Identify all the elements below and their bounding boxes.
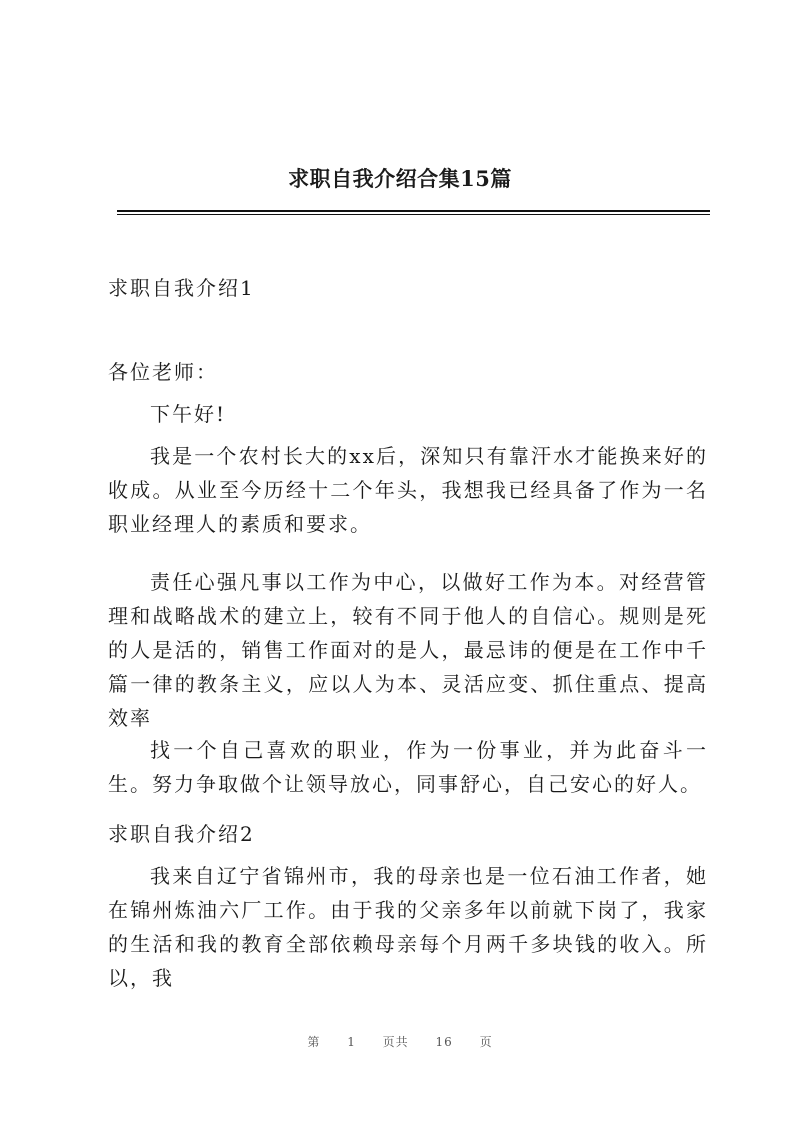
footer-prefix: 第 bbox=[307, 1035, 321, 1049]
paragraph-1: 我是一个农村长大的xx后，深知只有靠汗水才能换来好的收成。从业至今历经十二个年头，我想我已经具备了作为一名职业经理人的素质和要求。 bbox=[108, 444, 708, 536]
title-underline bbox=[117, 210, 710, 212]
section-heading-1: 求职自我介绍1 bbox=[108, 276, 255, 300]
footer-suffix: 页 bbox=[479, 1035, 493, 1049]
greeting: 下午好! bbox=[150, 402, 227, 426]
footer-middle: 页共 bbox=[382, 1035, 409, 1049]
salutation: 各位老师： bbox=[108, 360, 218, 384]
page-footer bbox=[0, 1033, 800, 1050]
paragraph-2: 责任心强凡事以工作为中心，以做好工作为本。对经营管理和战略战术的建立上，较有不同于他人的自信心。规则是死的人是活的，销售工作面对的是人，最忌讳的便是在工作中千篇一律的教条主义，应以人为本、灵活应变、抓住重点、提高效率 bbox=[108, 570, 708, 730]
title-underline-thin bbox=[117, 214, 710, 215]
footer-current-page: 1 bbox=[347, 1035, 356, 1049]
paragraph-4: 我来自辽宁省锦州市，我的母亲也是一位石油工作者，她在锦州炼油六厂工作。由于我的父亲多年以前就下岗了，我家的生活和我的教育全部依赖母亲每个月两千多块钱的收入。所以，我 bbox=[108, 864, 708, 990]
document-title: 求职自我介绍合集15篇 bbox=[288, 166, 512, 191]
section-heading-2: 求职自我介绍2 bbox=[108, 822, 255, 846]
footer-total-pages: 16 bbox=[435, 1035, 453, 1049]
paragraph-3: 找一个自己喜欢的职业，作为一份事业，并为此奋斗一生。努力争取做个让领导放心，同事舒心，自己安心的好人。 bbox=[108, 738, 708, 796]
